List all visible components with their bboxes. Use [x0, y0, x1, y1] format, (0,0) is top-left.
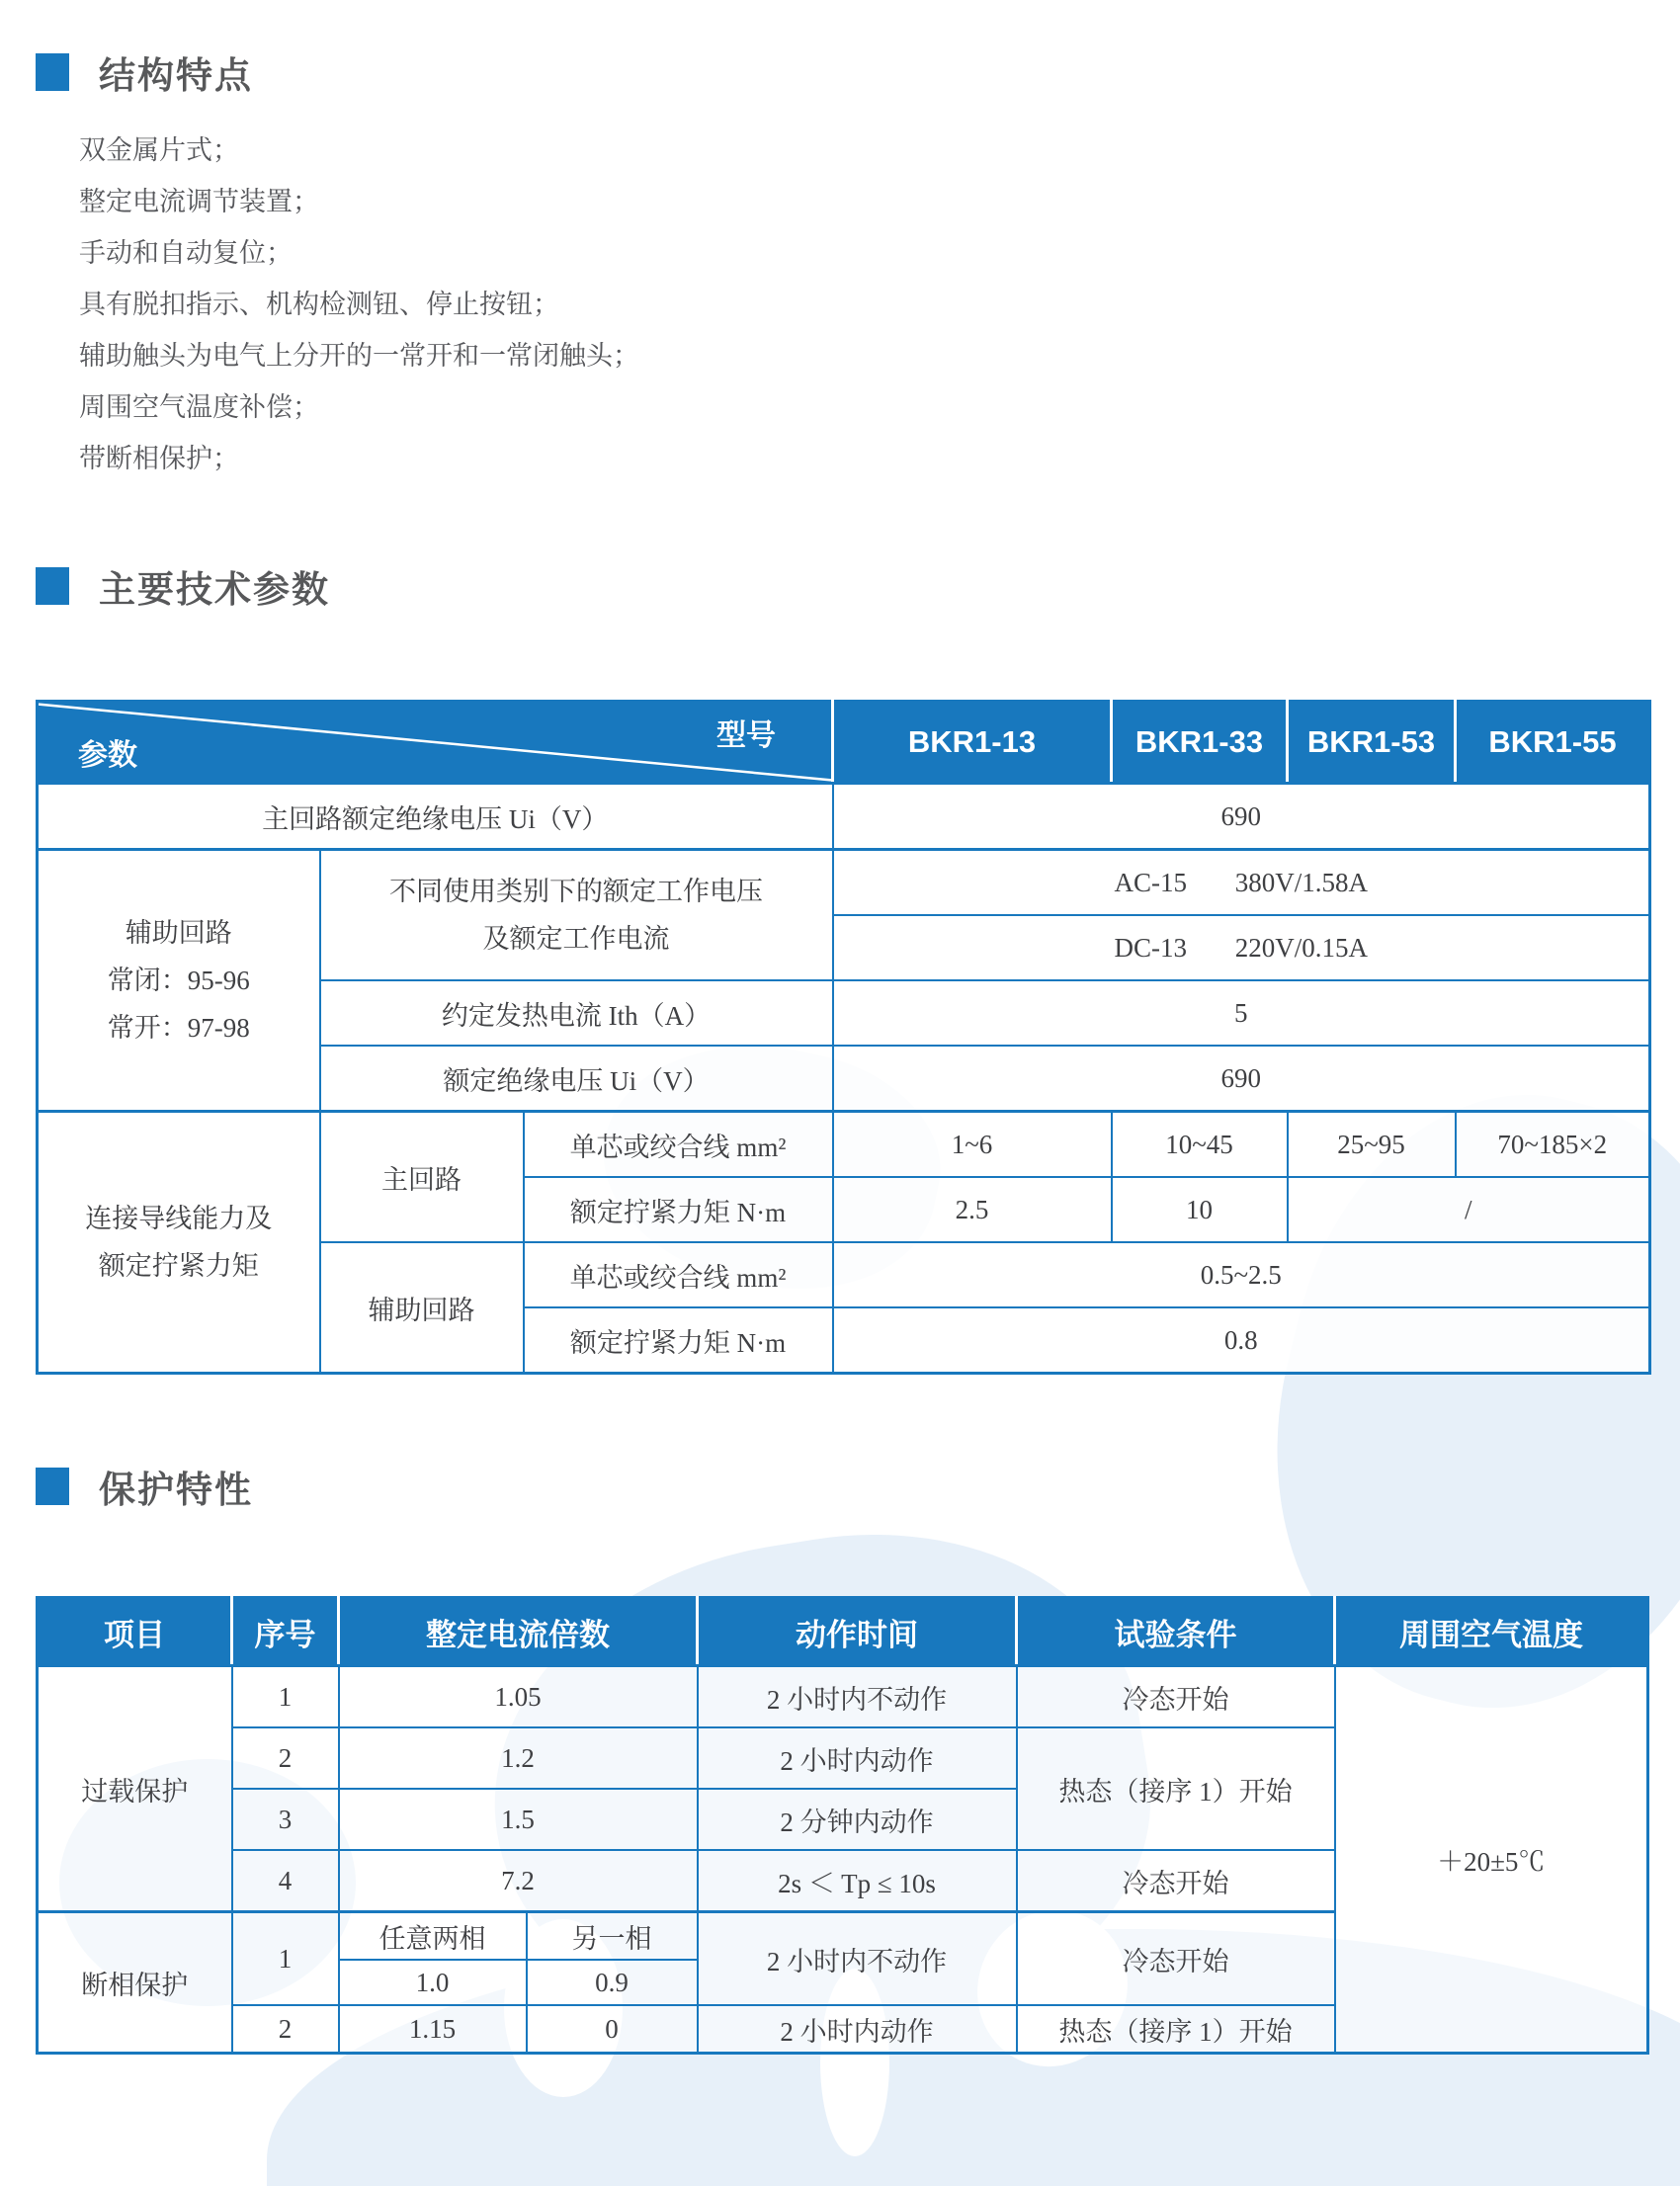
param-value: 70~185×2 [1456, 1112, 1650, 1178]
param-label: 主回路额定绝缘电压 Ui（V） [38, 784, 833, 850]
corner-label-parameter: 参数 [78, 739, 137, 772]
param-value [833, 850, 1650, 916]
column-header: 项目 [38, 1598, 232, 1666]
sequence-no: 4 [232, 1850, 339, 1912]
corner-label-model: 型号 [716, 719, 776, 752]
test-condition: 热态（接序 1）开始 [1017, 2005, 1335, 2054]
action-time: 2 小时内动作 [698, 1727, 1017, 1789]
usage-value: 380V/1.58A [1234, 867, 1368, 897]
action-time: 2 小时内不动作 [698, 1666, 1017, 1728]
model-column-header: BKR1-53 [1288, 702, 1456, 784]
param-label: 额定绝缘电压 Ui（V） [320, 1046, 833, 1112]
param-value: 25~95 [1288, 1112, 1456, 1178]
label-line: 不同使用类别下的额定工作电压 [389, 877, 763, 906]
model-column-header: BKR1-55 [1456, 702, 1650, 784]
table-row [38, 1112, 1650, 1178]
diagonal-divider-line [39, 703, 831, 782]
sequence-no: 3 [232, 1789, 339, 1850]
label-line: 常闭：95-96 [107, 966, 250, 995]
sequence-no: 2 [232, 1727, 339, 1789]
label-line: 额定拧紧力矩 [98, 1251, 259, 1281]
blue-square-bullet-icon [36, 1468, 69, 1505]
test-condition: 冷态开始 [1017, 1912, 1335, 2006]
protection-characteristics-table [36, 1596, 1649, 2055]
action-time: 2 小时内动作 [698, 2005, 1017, 2054]
section-title: 结构特点 [99, 55, 253, 96]
param-label: 约定发热电流 Ith（A） [320, 980, 833, 1046]
model-column-header: BKR1-13 [833, 702, 1112, 784]
usage-value: 220V/0.15A [1234, 932, 1368, 963]
feature-item: 具有脱扣指示、机构检测钮、停止按钮； [79, 290, 559, 319]
param-label: 额定拧紧力矩 N·m [524, 1177, 833, 1242]
protection-type-label: 过载保护 [38, 1666, 232, 1912]
action-time: 2 分钟内动作 [698, 1789, 1017, 1850]
table-row [38, 850, 1650, 916]
column-header: 试验条件 [1017, 1598, 1335, 1666]
label-line: 辅助回路 [125, 918, 232, 948]
section-title: 保护特性 [99, 1470, 253, 1510]
circuit-label: 辅助回路 [320, 1242, 524, 1374]
column-header: 整定电流倍数 [339, 1598, 698, 1666]
circuit-label: 主回路 [320, 1112, 524, 1243]
sub-column-header: 另一相 [527, 1912, 698, 1961]
param-value: 10 [1112, 1177, 1288, 1242]
feature-item: 整定电流调节装置； [79, 187, 319, 216]
aux-circuit-group-label [38, 850, 320, 1112]
sequence-no: 1 [232, 1666, 339, 1728]
section-title: 主要技术参数 [99, 569, 330, 610]
param-label: 额定拧紧力矩 N·m [524, 1307, 833, 1374]
test-condition: 冷态开始 [1017, 1850, 1335, 1912]
param-value: 10~45 [1112, 1112, 1288, 1178]
protection-table-header-row [38, 1598, 1648, 1666]
section-heading-tech-params [36, 559, 1680, 613]
blue-square-bullet-icon [36, 53, 69, 91]
tech-params-table [36, 700, 1651, 1375]
param-value: 690 [833, 784, 1650, 850]
test-condition: 热态（接序 1）开始 [1017, 1727, 1335, 1850]
wiring-group-label [38, 1112, 320, 1374]
current-multiple: 1.0 [339, 1960, 527, 2005]
current-multiple: 1.2 [339, 1727, 698, 1789]
sub-column-header: 任意两相 [339, 1912, 527, 1961]
column-header: 动作时间 [698, 1598, 1017, 1666]
feature-list [0, 125, 1680, 484]
param-value: 2.5 [833, 1177, 1112, 1242]
feature-item: 带断相保护； [79, 444, 239, 473]
sequence-no: 1 [232, 1912, 339, 2006]
feature-item: 周围空气温度补偿； [79, 392, 319, 422]
test-condition: 冷态开始 [1017, 1666, 1335, 1728]
table-row [38, 784, 1650, 850]
usage-category: AC-15 [1114, 867, 1187, 897]
current-multiple: 1.15 [339, 2005, 527, 2054]
label-line: 连接导线能力及 [85, 1204, 273, 1233]
param-value [833, 915, 1650, 980]
column-header: 周围空气温度 [1335, 1598, 1648, 1666]
table-row [38, 1666, 1648, 1728]
current-multiple: 1.05 [339, 1666, 698, 1728]
usage-category: DC-13 [1114, 932, 1187, 963]
label-line: 及额定工作电流 [482, 924, 670, 954]
current-multiple: 1.5 [339, 1789, 698, 1850]
tech-table-header-row [38, 702, 1650, 784]
param-value: 690 [833, 1046, 1650, 1112]
protection-type-label: 断相保护 [38, 1912, 232, 2054]
param-label [320, 850, 833, 981]
param-value: 0.5~2.5 [833, 1242, 1650, 1307]
current-multiple: 7.2 [339, 1850, 698, 1912]
param-label: 单芯或绞合线 mm² [524, 1242, 833, 1307]
action-time: 2 小时内不动作 [698, 1912, 1017, 2006]
param-value: / [1288, 1177, 1650, 1242]
blue-square-bullet-icon [36, 567, 69, 605]
param-value: 0.8 [833, 1307, 1650, 1374]
feature-item: 辅助触头为电气上分开的一常开和一常闭触头； [79, 341, 639, 371]
current-multiple: 0 [527, 2005, 698, 2054]
param-value: 1~6 [833, 1112, 1112, 1178]
feature-item: 手动和自动复位； [79, 238, 293, 268]
param-label: 单芯或绞合线 mm² [524, 1112, 833, 1178]
ambient-temperature-value: ＋20±5℃ [1335, 1666, 1648, 2054]
diagonal-corner-cell [38, 702, 833, 784]
feature-item: 双金属片式； [79, 135, 239, 165]
sequence-no: 2 [232, 2005, 339, 2054]
section-heading-protection [36, 1460, 1680, 1513]
section-heading-features [36, 0, 1680, 99]
param-value: 5 [833, 980, 1650, 1046]
label-line: 常开：97-98 [107, 1013, 250, 1043]
action-time: 2s ＜ Tp ≤ 10s [698, 1850, 1017, 1912]
column-header: 序号 [232, 1598, 339, 1666]
current-multiple: 0.9 [527, 1960, 698, 2005]
model-column-header: BKR1-33 [1112, 702, 1288, 784]
